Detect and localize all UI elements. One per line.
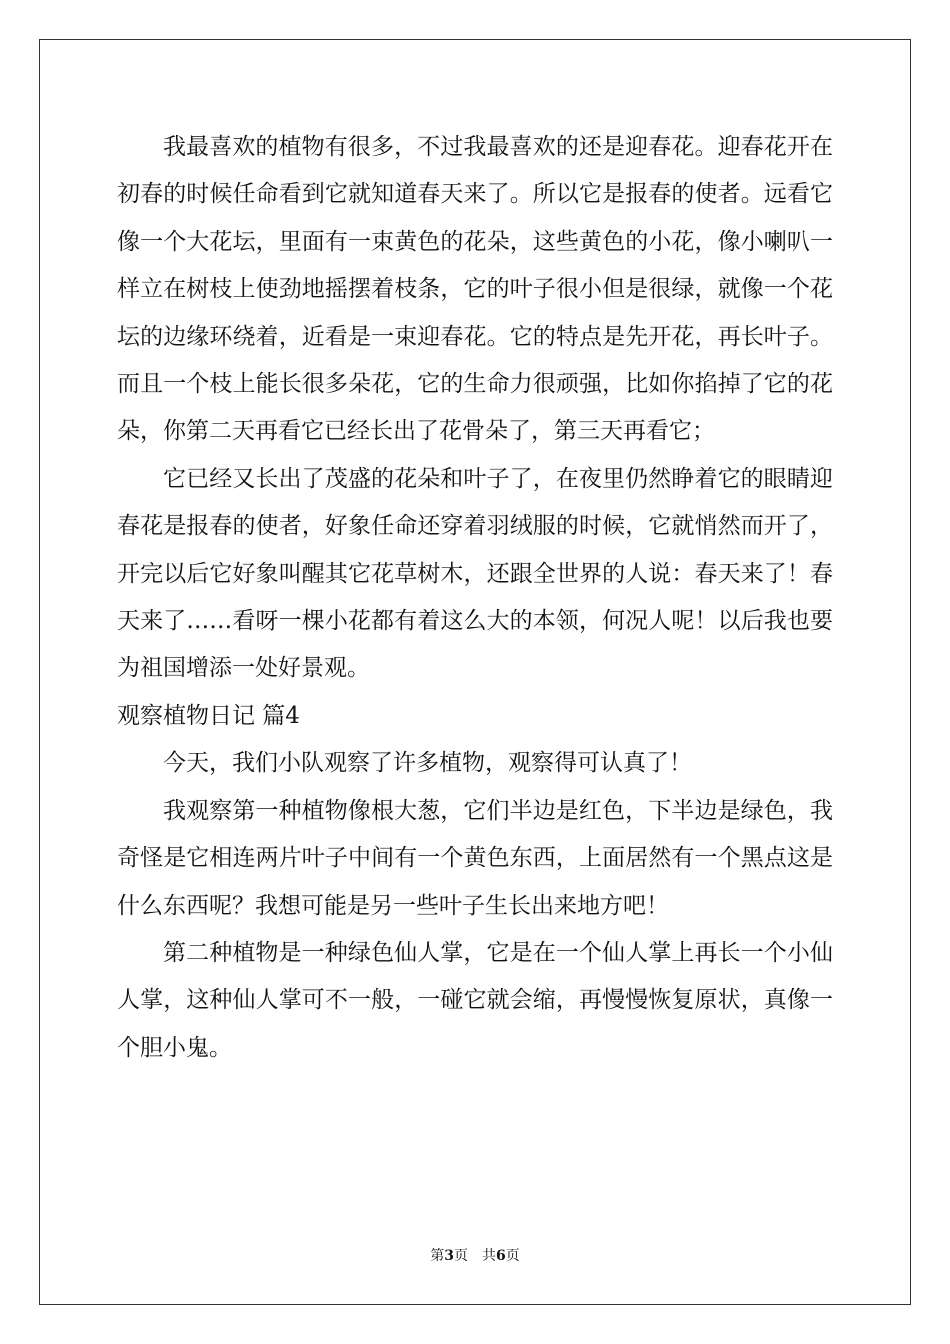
paragraph-2: 它已经又长出了茂盛的花朵和叶子了，在夜里仍然睁着它的眼睛迎春花是报春的使者，好象任命还穿着羽绒服的时候，它就悄然而开了，开完以后它好象叫醒其它花草树木，还跟全世界的人说：春天来了！春天来了……看呀一棵小花都有着这么大的本领，何况人呢！以后我也要为祖国增添一处好景观。	[117, 465, 833, 682]
total-prefix: 共	[482, 1248, 496, 1264]
total-unit: 页	[505, 1248, 520, 1264]
paragraph-5: 第二种植物是一种绿色仙人掌，它是在一个仙人掌上再长一个小仙人掌，这种仙人掌可不一般，一碰它就会缩，再慢慢恢复原状，真像一个胆小鬼。	[117, 939, 833, 1061]
paragraph-1: 我最喜欢的植物有很多，不过我最喜欢的还是迎春花。迎春花开在初春的时候任命看到它就知道春天来了。所以它是报春的使者。远看它像一个大花坛，里面有一束黄色的花朵，这些黄色的小花，像小喇叭一样立在树枝上使劲地摇摆着枝条，它的叶子很小但是很绿，就像一个花坛的边缘环绕着，近看是一束迎春花。它的特点是先开花，再长叶子。而且一个枝上能长很多朵花，它的生命力很顽强，比如你掐掉了它的花朵，你第二天再看它已经长出了花骨朵了，第三天再看它；	[117, 134, 833, 445]
section-heading: 观察植物日记 篇4	[117, 702, 300, 729]
page-prefix: 第	[430, 1248, 445, 1264]
page-unit: 页	[454, 1248, 468, 1264]
paragraph-4: 我观察第一种植物像根大葱，它们半边是红色，下半边是绿色，我奇怪是它相连两片叶子中间有一个黄色东西，上面居然有一个黑点这是什么东西呢？我想可能是另一些叶子生长出来地方吧！	[117, 797, 833, 919]
page-current: 3	[444, 1248, 454, 1264]
page-footer	[0, 1246, 950, 1266]
page-total: 6	[496, 1248, 506, 1264]
paragraph-3: 今天，我们小队观察了许多植物，观察得可认真了！	[163, 750, 692, 777]
document-body	[117, 124, 833, 1072]
